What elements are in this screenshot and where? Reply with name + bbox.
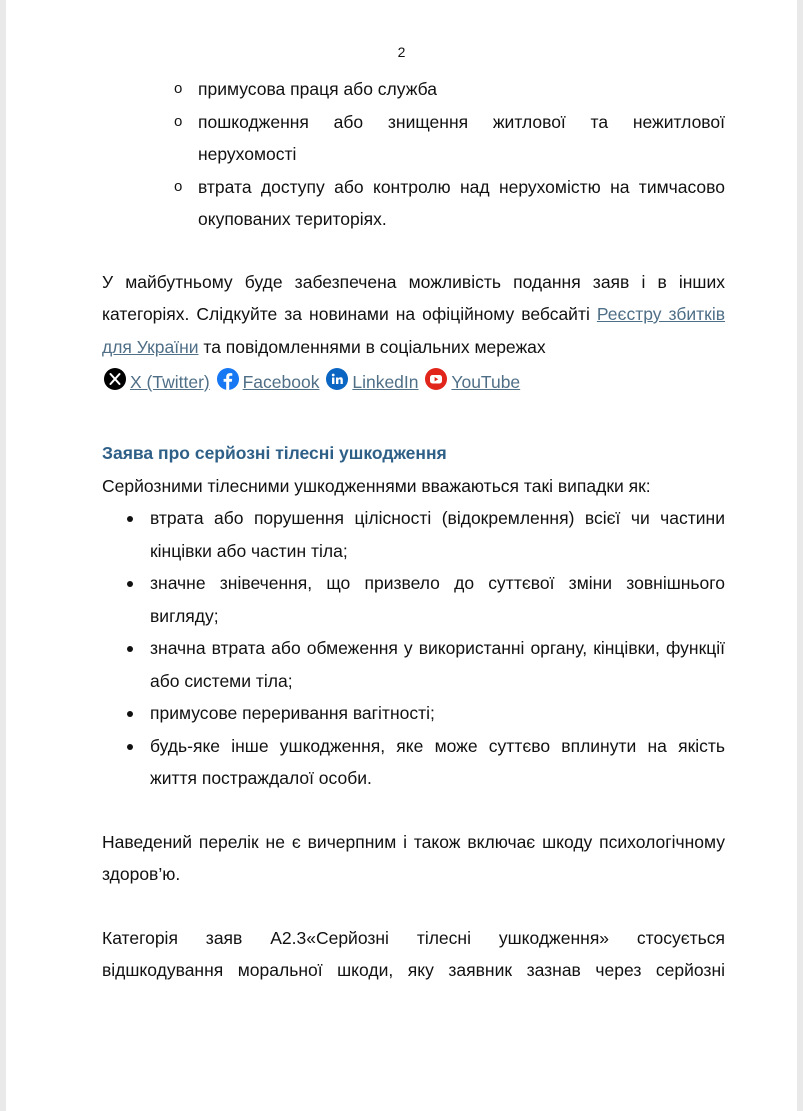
intro-paragraph: Серйозними тілесними ушкодженнями вважаються такі випадки як: (102, 475, 651, 496)
future-categories-paragraph: У майбутньому буде забезпечена можливість подання заяв і в інших категоріях. Слідкуйте за новинами на офіційному вебсайті Реєстру збитків для України та повідомленнями в соціальних мережах (102, 271, 726, 357)
category-paragraph: Категорія заяв А2.3«Серйозні тілесні ушкодження» стосується відшкодування моральної шкоди, яку заявник зазнав через серйозні (102, 927, 725, 980)
linkedin-link[interactable]: LinkedIn (352, 372, 419, 392)
list-item: значна втрата або обмеження у використанні органу, кінцівки, функції або системи тіла; (150, 632, 725, 697)
list-item: примусове переривання вагітності; (150, 697, 725, 730)
document-body (102, 73, 725, 987)
bullet-dot-icon (127, 744, 133, 750)
facebook-link[interactable]: Facebook (242, 372, 320, 392)
youtube-icon[interactable] (425, 368, 447, 390)
bullet-dot-icon (127, 516, 133, 522)
youtube-link[interactable]: YouTube (451, 372, 521, 392)
list-item: будь-яке інше ушкодження, яке може суттєво вплинути на якість життя постраждалої особи. (150, 730, 725, 795)
list-item: o втрата доступу або контролю над нерухомістю на тимчасово окупованих територіях. (198, 171, 725, 236)
facebook-icon[interactable] (217, 368, 239, 390)
claim-categories-sublist (102, 73, 725, 236)
section-heading: Заява про серйозні тілесні ушкодження (102, 443, 447, 463)
linkedin-icon[interactable] (326, 368, 348, 390)
bullet-dot-icon (127, 646, 133, 652)
list-item: втрата або порушення цілісності (відокремлення) всієї чи частини кінцівки або частин тіла; (150, 502, 725, 567)
injury-cases-list (102, 502, 725, 795)
document-page (6, 0, 797, 1111)
circle-bullet-icon (174, 171, 182, 204)
circle-bullet-icon (174, 73, 182, 106)
list-item: значне знівечення, що призвело до суттєвої зміни зовнішнього вигляду; (150, 567, 725, 632)
list-note-paragraph: Наведений перелік не є вичерпним і також включає шкоду психологічному здоров’ю. (102, 831, 725, 884)
list-item: o пошкодження або знищення житлової та нежитлової нерухомості (198, 106, 725, 171)
list-item: o примусова праця або служба (198, 73, 725, 106)
page-number: 2 (397, 44, 406, 60)
bullet-dot-icon (127, 581, 133, 587)
x-twitter-link[interactable]: X (Twitter) (130, 372, 210, 392)
register-of-damage-link[interactable]: Реєстру збитків для України (102, 304, 726, 357)
circle-bullet-icon (174, 106, 182, 139)
x-icon[interactable] (104, 368, 126, 390)
bullet-dot-icon (127, 711, 133, 717)
social-links (102, 361, 725, 404)
